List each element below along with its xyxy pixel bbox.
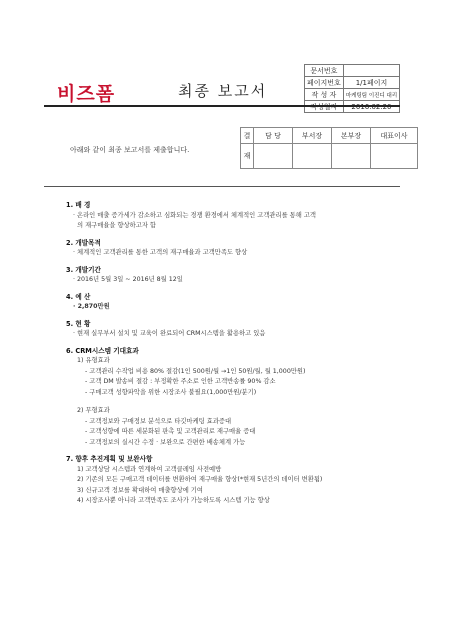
header-divider <box>44 105 400 107</box>
list-item: 2) 기존의 모든 구매고객 데이터를 변환하여 재구매율 향상(*현재 5년간의 데이터 변환됨) <box>77 476 323 483</box>
section-period <box>66 265 400 286</box>
doc-info-label: 페이지번호 <box>305 77 344 89</box>
doc-info-value: 1/1페이지 <box>343 77 399 89</box>
section-title: 1. 배 경 <box>66 201 91 209</box>
approval-label-top: 결 <box>241 128 254 144</box>
section-line: · 현재 실무부서 설치 및 교육이 완료되어 CRM시스템을 활용하고 있음 <box>73 330 266 337</box>
document-title: 최종 보고서 <box>178 82 268 100</box>
list-item: - 고객성향에 따른 세분화된 판촉 및 고객관리로 재구매율 증대 <box>85 428 256 435</box>
section-line: · 2,870만원 <box>73 303 110 310</box>
list-item: - 고객관리 수작업 비용 80% 절감(1인 500원/월 →1인 50원/월, 월 1,000만원) <box>85 367 306 375</box>
list-item: 4) 시장조사뿐 아니라 고객만족도 조사가 가능하도록 시스템 기능 향상 <box>77 497 270 504</box>
section-future-plan <box>66 454 400 507</box>
approval-sign-box[interactable] <box>371 144 418 169</box>
section-expected-effects <box>66 346 400 449</box>
doc-info-row <box>305 65 400 77</box>
list-item: - 고객정보의 실시간 수정 · 보완으로 간편한 배송체계 가능 <box>85 438 246 446</box>
intro-text: 아래와 같이 최종 보고서를 제출합니다. <box>70 146 190 154</box>
section-title: 6. CRM시스템 기대효과 <box>66 346 139 355</box>
section-title: 7. 향후 추진계획 및 보완사항 <box>66 455 153 463</box>
approval-table <box>240 127 418 169</box>
list-item: - 고객 DM 발송비 절감 : 부정확한 주소로 인한 고객반송률 90% 감소 <box>85 378 276 385</box>
subsection-title: 2) 무형효과 <box>77 407 110 414</box>
section-line: · 2016년 5월 3일 ~ 2016년 8월 12일 <box>73 276 183 283</box>
section-budget <box>66 292 400 313</box>
section-purpose <box>66 238 400 259</box>
report-body <box>66 200 400 513</box>
approval-label-bottom: 재 <box>241 144 254 169</box>
list-item: 3) 신규고객 정보를 확대하여 매출향상에 기여 <box>77 486 203 494</box>
doc-info-row <box>305 89 400 101</box>
doc-info-value <box>343 65 399 77</box>
approval-role: 본부장 <box>332 128 371 144</box>
doc-info-value: 마케팅팀 이진디 대리 <box>343 89 399 101</box>
section-background <box>66 200 400 232</box>
section-line: · 체계적인 고객관리를 통한 고객의 재구매율과 고객만족도 향상 <box>73 249 248 256</box>
doc-info-label: 작 성 자 <box>305 89 344 101</box>
section-line: · 온라인 매출 증가세가 감소하고 심화되는 경쟁 환경에서 체계적인 고객관리를 통해 고객 <box>73 211 316 219</box>
section-title: 3. 개발기간 <box>66 265 101 274</box>
section-divider <box>44 186 400 187</box>
list-item: - 구매고객 성향파악을 위한 시장조사 불필요(1,000만원/분기) <box>85 388 257 396</box>
section-title: 5. 현 황 <box>66 319 91 328</box>
list-item: 1) 고객상담 시스템과 연계하여 고객클레임 사전예방 <box>77 465 222 473</box>
company-logo: 비즈폼 <box>57 83 116 105</box>
section-status <box>66 319 400 340</box>
section-title: 4. 예 산 <box>66 292 91 301</box>
subsection-title: 1) 유형효과 <box>77 357 110 364</box>
approval-sign-box[interactable] <box>332 144 371 169</box>
doc-info-label: 문서번호 <box>305 65 344 77</box>
approval-sign-box[interactable] <box>254 144 293 169</box>
approval-role: 부서장 <box>293 128 332 144</box>
section-line: 의 재구매율을 향상하고자 함 <box>77 222 156 229</box>
approval-role: 대표이사 <box>371 128 418 144</box>
approval-sign-box[interactable] <box>293 144 332 169</box>
list-item: - 고객정보와 구매정보 분석으로 타깃마케팅 효과증대 <box>85 417 232 425</box>
section-title: 2. 개발목적 <box>66 238 101 247</box>
doc-info-row <box>305 77 400 89</box>
approval-role: 담 당 <box>254 128 293 144</box>
